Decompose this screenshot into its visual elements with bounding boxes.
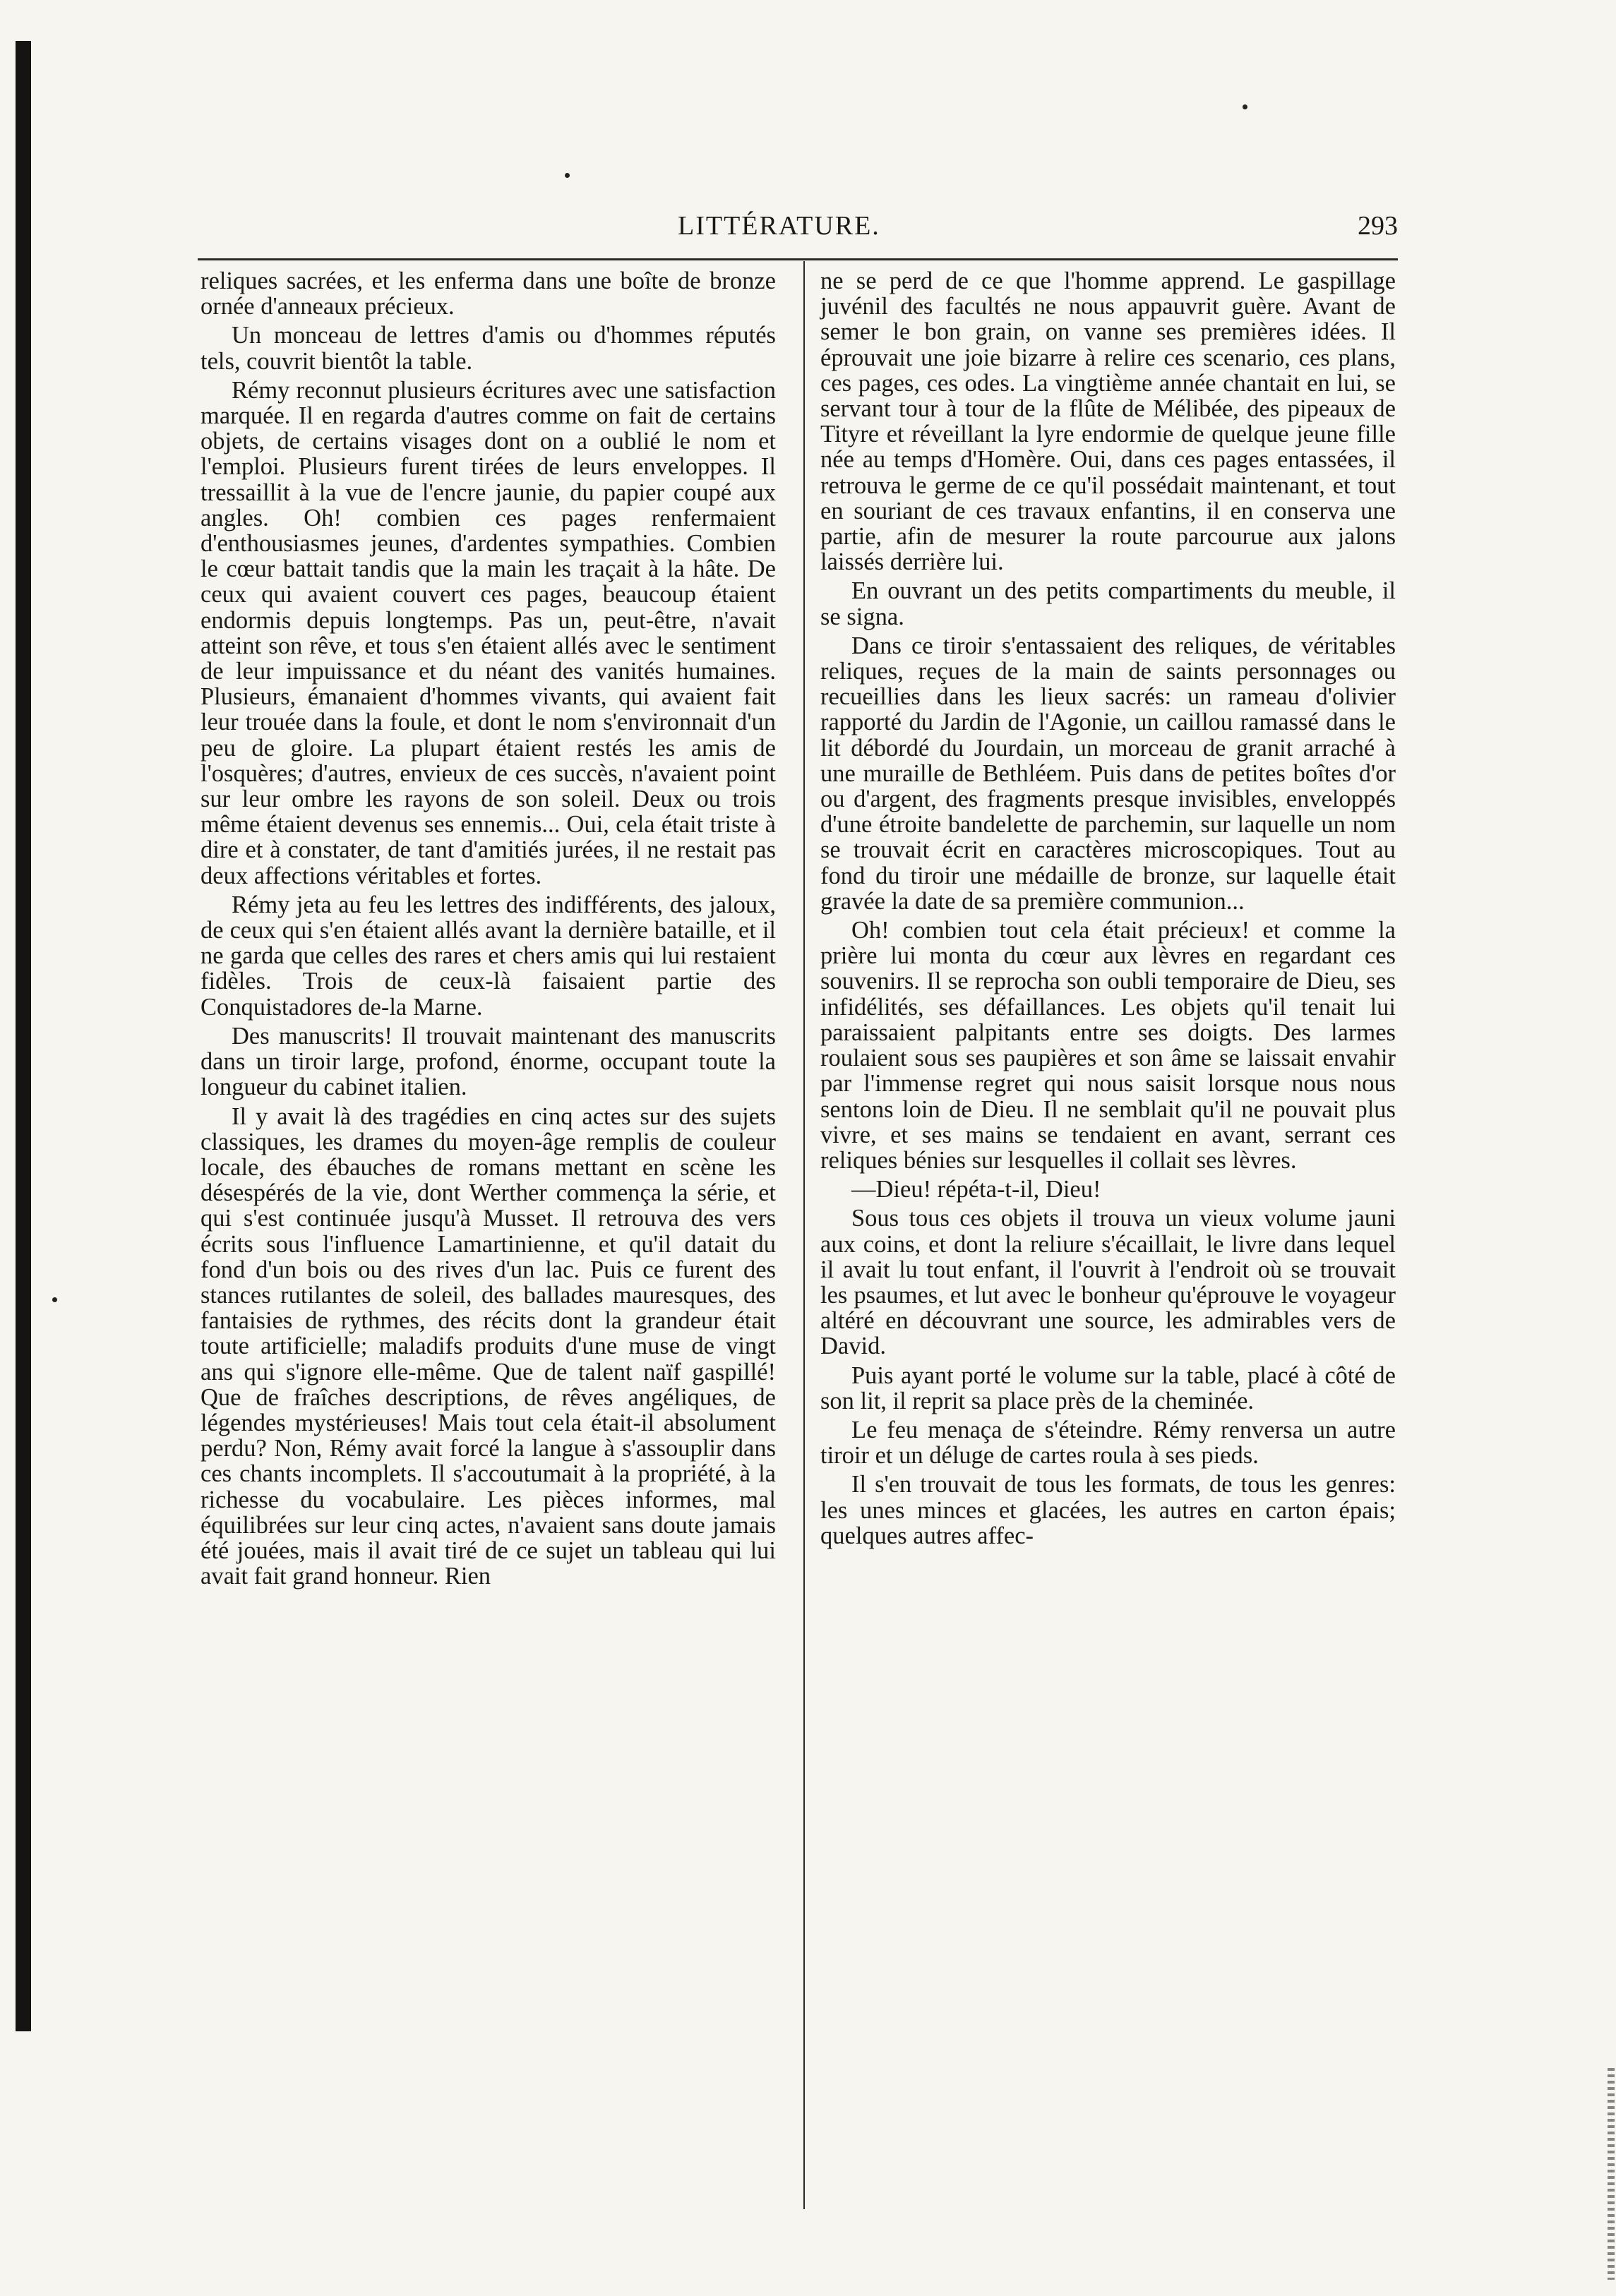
paragraph: Rémy reconnut plusieurs écritures avec une satisfaction marquée. Il en regarda d'autres comme on fait de certains objets, de certains visages dont on a oublié le nom et l'emploi. Plusieurs furent tirées de leurs enveloppes. Il tressaillit à la vue de l'encre jaunie, du papier coupé aux angles. Oh! combien ces pages renfermaient d'enthousiasmes jeunes, d'ardentes sympathies. Combien le cœur battait tandis que la main les traçait à la hâte. De ceux qui avaient couvert ces pages, beaucoup étaient endormis depuis longtemps. Pas un, peut-être, n'avait atteint son rêve, et tous s'en étaient allés avec le sentiment de leur impuissance et du néant des vanités humaines. Plusieurs, émanaient d'hommes vivants, qui avaient fait leur trouée dans la foule, et dont le nom s'environnait d'un peu de gloire. La plupart étaient restés les amis de l'osquères; d'autres, envieux de ces succès, n'avaient point sur leur ombre les rayons de son soleil. Deux ou trois même étaient devenus ses ennemis... Oui, cela était triste à dire et à constater, de tant d'amitiés jurées, il ne restait pas deux affections véritables et fortes.	[200, 376, 776, 889]
paragraph: Puis ayant porté le volume sur la table, placé à côté de son lit, il reprit sa place près de la cheminée.	[820, 1362, 1396, 1414]
paragraph: Oh! combien tout cela était précieux! et comme la prière lui monta du cœur aux lèvres en regardant ces souvenirs. Il se reprocha son oubli temporaire de Dieu, ses infidélités, ses défaillances. Les objets qu'il tenait lui paraissaient palpitants entre ses doigts. Des larmes roulaient sous ses paupières et son âme se laissait envahir par l'immense regret qui nous saisit lorsque nous nous sentons loin de Dieu. Il ne semblait qu'il ne pouvait plus vivre, et ses mains se tendaient en avant, serrant ces reliques bénies sur lesquelles il collait ses lèvres.	[820, 917, 1396, 1174]
page-header	[198, 210, 1398, 247]
paragraph: En ouvrant un des petits compartiments du meuble, il se signa.	[820, 577, 1396, 630]
page-edge-marks	[1608, 2068, 1615, 2280]
paragraph: Il s'en trouvait de tous les formats, de tous les genres: les unes minces et glacées, les autres en carton épais; quelques autres affec-	[820, 1471, 1396, 1549]
paragraph: Un monceau de lettres d'amis ou d'hommes réputés tels, couvrit bientôt la table.	[200, 322, 776, 375]
column-divider	[803, 261, 805, 2209]
paragraph: Rémy jeta au feu les lettres des indifférents, des jaloux, de ceux qui s'en étaient allés avant la dernière bataille, et il ne garda que celles des rares et chers amis qui lui restaient fidèles. Trois de ceux-là faisaient partie des Conquistadores de-la Marne.	[200, 891, 776, 1021]
paragraph: reliques sacrées, et les enferma dans une boîte de bronze ornée d'anneaux précieux.	[200, 268, 776, 320]
paragraph: Le feu menaça de s'éteindre. Rémy renversa un autre tiroir et un déluge de cartes roula à ses pieds.	[820, 1416, 1396, 1469]
paragraph: —Dieu! répéta-t-il, Dieu!	[851, 1176, 1101, 1203]
paragraph: ne se perd de ce que l'homme apprend. Le gaspillage juvénil des facultés ne nous appauvrit guère. Avant de semer le bon grain, on vanne ses premières idées. Il éprouvait une joie bizarre à relire ces scenario, ces plans, ces pages, ces odes. La vingtième année chantait en lui, se servant tour à tour de la flûte de Mélibée, des pipeaux de Tityre et réveillant la lyre endormie de quelque jeune fille née au temps d'Homère. Oui, dans ces pages entassées, il retrouva le germe de ce qu'il possédait maintenant, et tout en souriant de ces travaux enfantins, il en conserva une partie, afin de mesurer la route parcourue aux jalons laissés derrière lui.	[820, 268, 1396, 576]
header-rule	[198, 258, 1398, 260]
paragraph: Sous tous ces objets il trouva un vieux volume jauni aux coins, et dont la reliure s'écaillait, le livre dans lequel il avait lu tout enfant, il l'ouvrit à l'endroit où se trouvait les psaumes, et lut avec le bonheur qu'éprouve le voyageur altéré en découvrant une source, les admirables vers de David.	[820, 1205, 1396, 1360]
page-edge-bar	[16, 41, 31, 2031]
ink-speck	[1243, 104, 1247, 109]
paragraph: Dans ce tiroir s'entassaient des reliques, de véritables reliques, reçues de la main de saints personnages ou recueillies dans les lieux sacrés: un rameau d'olivier rapporté du Jardin de l'Agonie, un caillou ramassé dans le lit débordé du Jourdain, un morceau de granit arraché à une muraille de Bethléem. Puis dans de petites boîtes d'or ou d'argent, des fragments presque invisibles, enveloppés d'une étroite bandelette de parchemin, sur laquelle un nom se trouvait écrit en caractères microscopiques. Tout au fond du tiroir une médaille de bronze, sur laquelle était gravée la date de sa première communion...	[820, 632, 1396, 915]
right-column	[820, 268, 1396, 1552]
ink-speck	[52, 1297, 57, 1302]
paragraph: Des manuscrits! Il trouvait maintenant des manuscrits dans un tiroir large, profond, énorme, occupant toute la longueur du cabinet italien.	[200, 1022, 776, 1101]
paragraph: Il y avait là des tragédies en cinq actes sur des sujets classiques, les drames du moyen-âge remplis de couleur locale, des ébauches de romans mettant en scène les désespérés de la vie, dont Werther commença la série, et qui s'est continuée jusqu'à Musset. Il retrouva des vers écrits sous l'influence Lamartinienne, et qu'il datait du fond d'un bois ou des rives d'un lac. Puis ce furent des stances rutilantes de soleil, des ballades mauresques, des fantaisies de rythmes, des récits dont la grandeur était toute artificielle; maladifs produits d'une muse de vingt ans qui s'ignore elle-même. Que de talent naïf gaspillé! Que de fraîches descriptions, de rêves angéliques, de légendes mystérieuses! Mais tout cela était-il absolument perdu? Non, Rémy avait forcé la langue à s'assouplir dans ces chants incomplets. Il s'accoutumait à la propriété, à la richesse du vocabulaire. Les pièces informes, mal équilibrées sur leur cinq actes, n'avaient sans doute jamais été jouées, mais il avait tiré de ce sujet un tableau qui lui avait fait grand honneur. Rien	[200, 1102, 776, 1590]
left-column	[200, 268, 776, 1592]
running-title: LITTÉRATURE.	[678, 211, 880, 241]
page-number: 293	[1358, 211, 1398, 241]
ink-speck	[565, 173, 570, 178]
